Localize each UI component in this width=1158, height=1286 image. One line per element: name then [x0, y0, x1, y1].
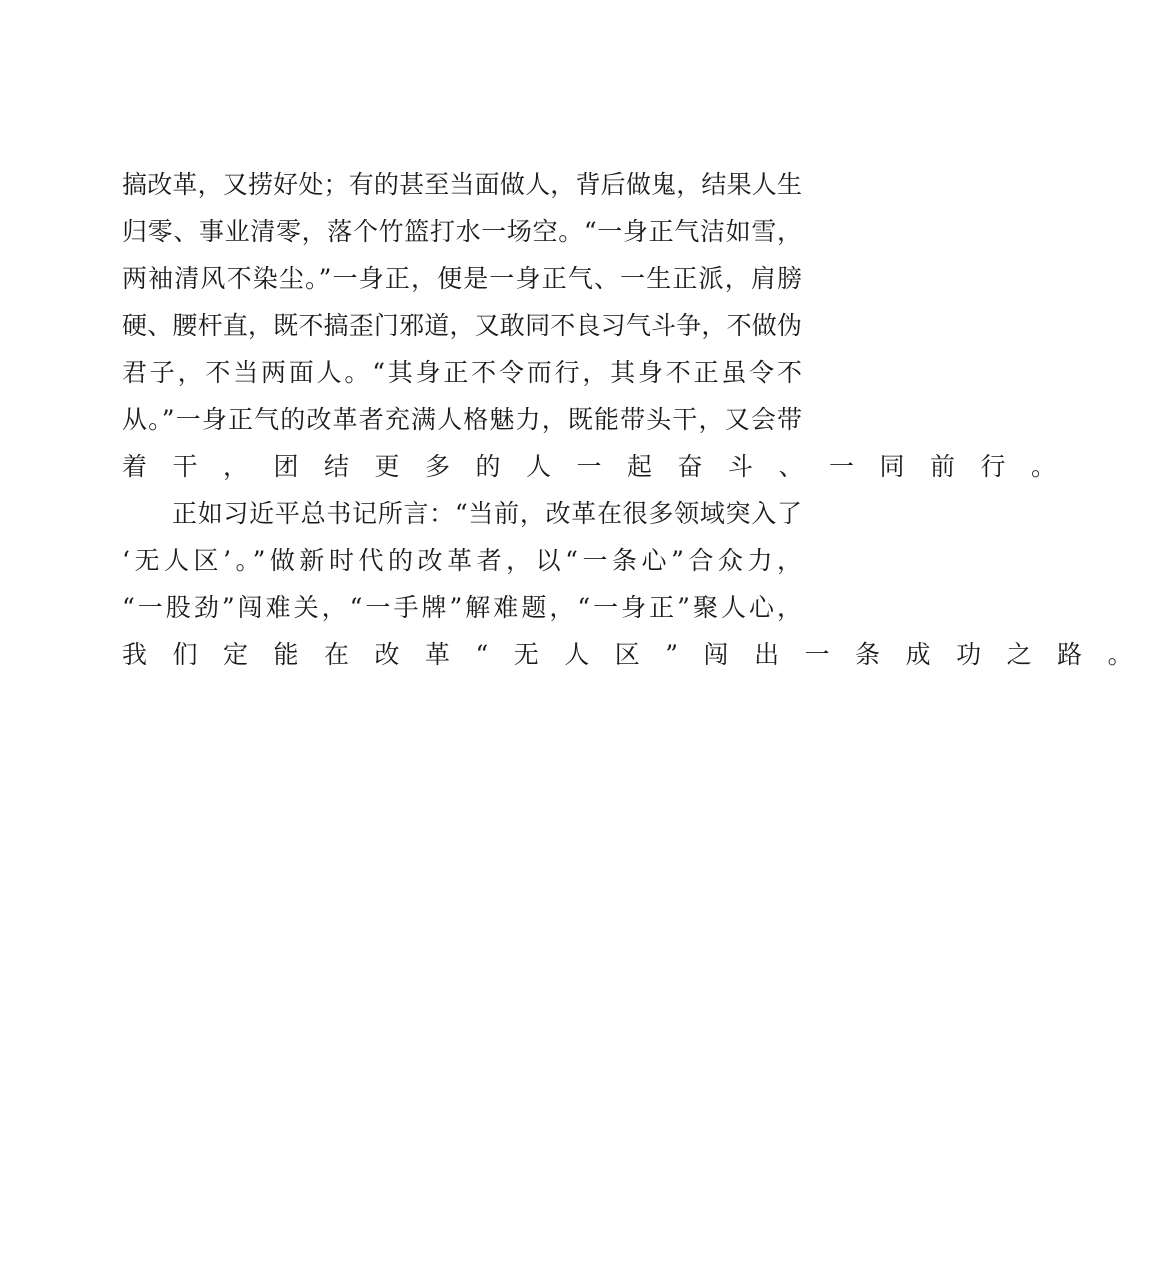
paragraph-line: 硬、腰杆直，既不搞歪门邪道，又敢同不良习气斗争，不做伪 — [122, 311, 802, 340]
paragraph-line: ‘无人区’。”做新时代的改革者，以“一条心”合众力， — [122, 546, 802, 575]
paragraph-line: 从。”一身正气的改革者充满人格魅力，既能带头干，又会带 — [122, 405, 802, 434]
paragraph-line: 着干，团结更多的人一起奋斗、一同前行。 — [122, 452, 1082, 481]
paragraph-line: 君子，不当两面人。“其身正不令而行，其身不正虽令不 — [122, 358, 802, 387]
paragraph-line: 我们定能在改革“无人区”闯出一条成功之路。 — [122, 640, 1158, 669]
paragraph-line: “一股劲”闯难关，“一手牌”解难题，“一身正”聚人心， — [122, 593, 802, 622]
paragraph-line: 归零、事业清零，落个竹篮打水一场空。“一身正气洁如雪， — [122, 217, 802, 246]
paragraph-line: 搞改革，又捞好处；有的甚至当面做人，背后做鬼，结果人生 — [122, 170, 802, 199]
paragraph-line: 两袖清风不染尘。”一身正，便是一身正气、一生正派，肩膀 — [122, 264, 802, 293]
paragraph-line: 正如习近平总书记所言：“当前，改革在很多领域突入了 — [172, 499, 802, 528]
